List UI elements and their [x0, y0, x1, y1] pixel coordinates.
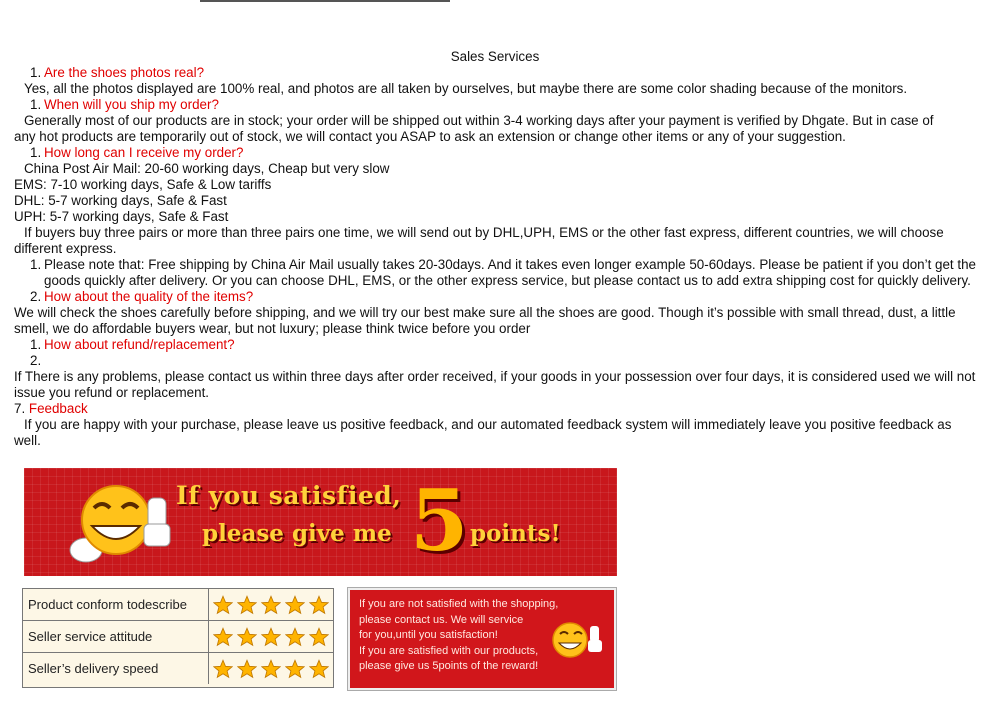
list-number: 1.: [30, 65, 42, 80]
feedback-banner: [24, 468, 617, 576]
list-number: 2.: [30, 353, 42, 368]
banner-subline: please give me: [202, 520, 392, 547]
banner-points: points!: [470, 520, 561, 547]
thumbs-up-smiley-icon: [64, 480, 174, 570]
star-icon: [285, 595, 305, 615]
banner-headline: If you satisfied,: [176, 481, 402, 510]
bulk-order-note-line2: different express.: [14, 241, 117, 256]
star-icon: [309, 659, 329, 679]
faq-answer-feedback: If you are happy with your purchase, please leave us positive feedback, and our automated feedback system will immediately leave you positive feedback as well.: [14, 417, 952, 448]
description-document: [14, 49, 976, 449]
faq-question-refund: [14, 337, 976, 353]
page-title: Sales Services: [450, 49, 540, 64]
question-text: How long can I receive my order?: [44, 145, 244, 160]
question-text: Are the shoes photos real?: [44, 65, 205, 80]
rating-stars: [208, 653, 334, 684]
notice-line: please contact us. We will service: [359, 613, 524, 626]
shipping-notice: [14, 257, 976, 289]
question-text: Feedback: [28, 401, 88, 416]
star-icon: [285, 627, 305, 647]
notice-line: If you are satisfied with our products,: [359, 644, 539, 657]
list-number: 1.: [30, 337, 42, 352]
list-number: 1.: [30, 97, 42, 112]
faq-question-feedback: [14, 401, 976, 417]
faq-answer-quality: We will check the shoes carefully before shipping, and we will try our best make sure all the shoes are good. Though it’s possible with small thread, dust, a little smell, we do affordable buyers wear, but not luxury; please think twice before you order: [14, 305, 956, 336]
list-number: 1.: [30, 145, 42, 160]
question-text: When will you ship my order?: [44, 97, 219, 112]
banner-number: 5: [410, 471, 469, 570]
faq-answer-shipping-line2: any hot products are temporarily out of stock, we will contact you ASAP to ask an extension or change other items or any of your suggestion.: [14, 129, 846, 144]
question-text: How about refund/replacement?: [44, 337, 235, 352]
thumbs-up-smiley-icon: [550, 618, 604, 662]
rating-row: [23, 589, 333, 621]
empty-list-item: [14, 353, 976, 369]
list-number: 1.: [30, 257, 42, 272]
star-icon: [261, 595, 281, 615]
top-rule: [200, 0, 450, 2]
star-icon: [237, 627, 257, 647]
rating-row: [23, 621, 333, 653]
shipping-option-ems: EMS: 7-10 working days, Safe & Low tariffs: [14, 177, 272, 192]
list-number: 2.: [30, 289, 42, 304]
star-icon: [285, 659, 305, 679]
shipping-notice-text: Please note that: Free shipping by China Air Mail usually takes 20-30days. And it takes even longer example 50-60days. Please be patient if you don’t get the goods quickly after delivery. Or you can choose DHL, EMS, or the other express service, but please contact us to add extra shipping cost for quickly delivery.: [44, 257, 976, 288]
rating-stars: [208, 621, 334, 652]
star-icon: [237, 595, 257, 615]
shipping-option-uph: UPH: 5-7 working days, Safe & Fast: [14, 209, 229, 224]
star-icon: [237, 659, 257, 679]
star-icon: [261, 627, 281, 647]
star-icon: [261, 659, 281, 679]
shipping-option-dhl: DHL: 5-7 working days, Safe & Fast: [14, 193, 227, 208]
faq-question-quality: [14, 289, 976, 305]
rating-label: Seller service attitude: [28, 629, 153, 644]
bulk-order-note-line1: If buyers buy three pairs or more than three pairs one time, we will send out by DHL,UPH, EMS or the other fast express, different countries, we will choose: [24, 225, 944, 240]
notice-line: for you,until you satisfaction!: [359, 629, 498, 641]
star-icon: [309, 627, 329, 647]
faq-question-photos: [14, 65, 976, 81]
faq-question-delivery-time: [14, 145, 976, 161]
rating-label: Product conform todescribe: [28, 597, 187, 612]
notice-line: please give us 5points of the reward!: [359, 660, 539, 672]
rating-table: [22, 588, 334, 688]
list-number: 7.: [14, 401, 26, 416]
rating-row: [23, 653, 333, 684]
star-icon: [213, 627, 233, 647]
question-text: How about the quality of the items?: [44, 289, 254, 304]
shipping-option-china-post: China Post Air Mail: 20-60 working days, Cheap but very slow: [24, 161, 390, 176]
notice-line: If you are not satisfied with the shopping,: [359, 598, 559, 610]
faq-answer-refund: If There is any problems, please contact us within three days after order received, if your goods in your possession over four days, it is considered used we will not issue you refund or replacement.: [14, 369, 976, 400]
faq-answer-shipping-line1: Generally most of our products are in stock; your order will be shipped out within 3-4 working days after your payment is verified by Dhgate. But in case of: [24, 113, 934, 128]
satisfaction-notice: [348, 588, 616, 690]
faq-question-shipping: [14, 97, 976, 113]
star-icon: [213, 595, 233, 615]
star-icon: [213, 659, 233, 679]
faq-answer-photos: Yes, all the photos displayed are 100% real, and photos are all taken by ourselves, but maybe there are some color shading because of the monitors.: [24, 81, 908, 96]
rating-stars: [208, 589, 334, 620]
star-icon: [309, 595, 329, 615]
rating-label: Seller’s delivery speed: [28, 661, 159, 676]
